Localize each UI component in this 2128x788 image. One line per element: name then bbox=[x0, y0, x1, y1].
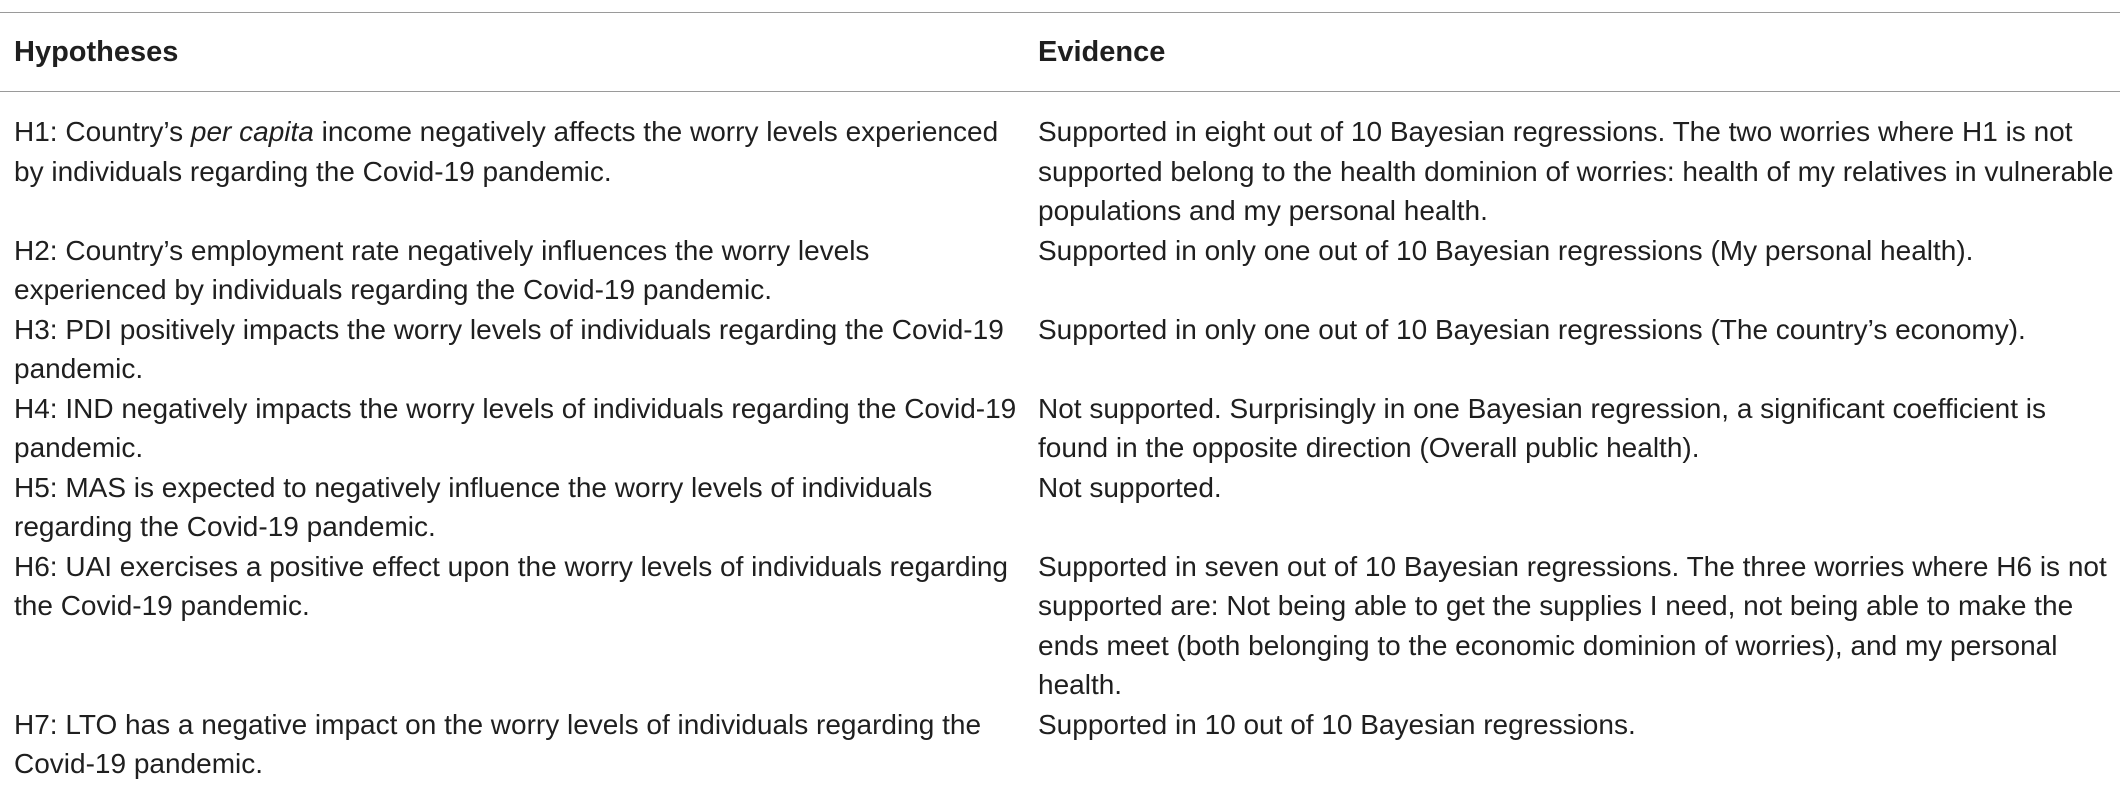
hypothesis-text-suffix: income negatively affects the worry levels experienced by individuals regarding the Covid-19 pandemic. bbox=[14, 116, 999, 187]
table-header bbox=[0, 13, 2120, 91]
table-body bbox=[0, 92, 2120, 784]
table-row bbox=[0, 468, 2120, 547]
evidence-cell: Supported in only one out of 10 Bayesian regressions (My personal health). bbox=[1038, 234, 1974, 266]
hypothesis-cell bbox=[0, 92, 1024, 231]
hypothesis-cell: H5: MAS is expected to negatively influence the worry levels of individuals regarding the Covid-19 pandemic. bbox=[14, 471, 933, 542]
hypothesis-text-italic: per capita bbox=[190, 116, 314, 147]
evidence-cell: Supported in 10 out of 10 Bayesian regressions. bbox=[1038, 708, 1636, 740]
header-row bbox=[0, 13, 2120, 91]
hypothesis-cell: H2: Country’s employment rate negatively influences the worry levels experienced by individuals regarding the Covid-19 pandemic. bbox=[14, 234, 870, 305]
evidence-cell: Not supported. bbox=[1038, 471, 1222, 503]
hypothesis-cell: H4: IND negatively impacts the worry levels of individuals regarding the Covid-19 pandemic. bbox=[14, 392, 1017, 463]
header-evidence: Evidence bbox=[1038, 36, 1166, 68]
evidence-cell: Supported in only one out of 10 Bayesian regressions (The country’s economy). bbox=[1038, 313, 2026, 345]
hypotheses-table bbox=[0, 12, 2120, 784]
evidence-cell: Supported in seven out of 10 Bayesian regressions. The three worries where H6 is not supported are: Not being able to get the supplies I need, not being able to make the ends meet (both belonging to the economic dominion of worries), and my personal health. bbox=[1038, 550, 2107, 700]
hypothesis-cell: H6: UAI exercises a positive effect upon the worry levels of individuals regarding the Covid-19 pandemic. bbox=[14, 550, 1008, 621]
evidence-cell: Not supported. Surprisingly in one Bayesian regression, a significant coefficient is found in the opposite direction (Overall public health). bbox=[1038, 392, 2047, 463]
hypothesis-cell: H3: PDI positively impacts the worry levels of individuals regarding the Covid-19 pandemic. bbox=[14, 313, 1004, 384]
table-row bbox=[0, 547, 2120, 705]
table-row bbox=[0, 92, 2120, 231]
table-row bbox=[0, 310, 2120, 389]
table-row bbox=[0, 705, 2120, 784]
hypothesis-text-prefix: H1: Country’s bbox=[14, 116, 191, 147]
table-row bbox=[0, 389, 2120, 468]
evidence-cell: Supported in eight out of 10 Bayesian regressions. The two worries where H1 is not supported belong to the health dominion of worries: health of my relatives in vulnerable populations and my personal health. bbox=[1038, 116, 2114, 226]
table-row bbox=[0, 231, 2120, 310]
header-hypotheses: Hypotheses bbox=[14, 36, 179, 68]
hypothesis-cell: H7: LTO has a negative impact on the worry levels of individuals regarding the Covid-19 pandemic. bbox=[14, 708, 982, 779]
